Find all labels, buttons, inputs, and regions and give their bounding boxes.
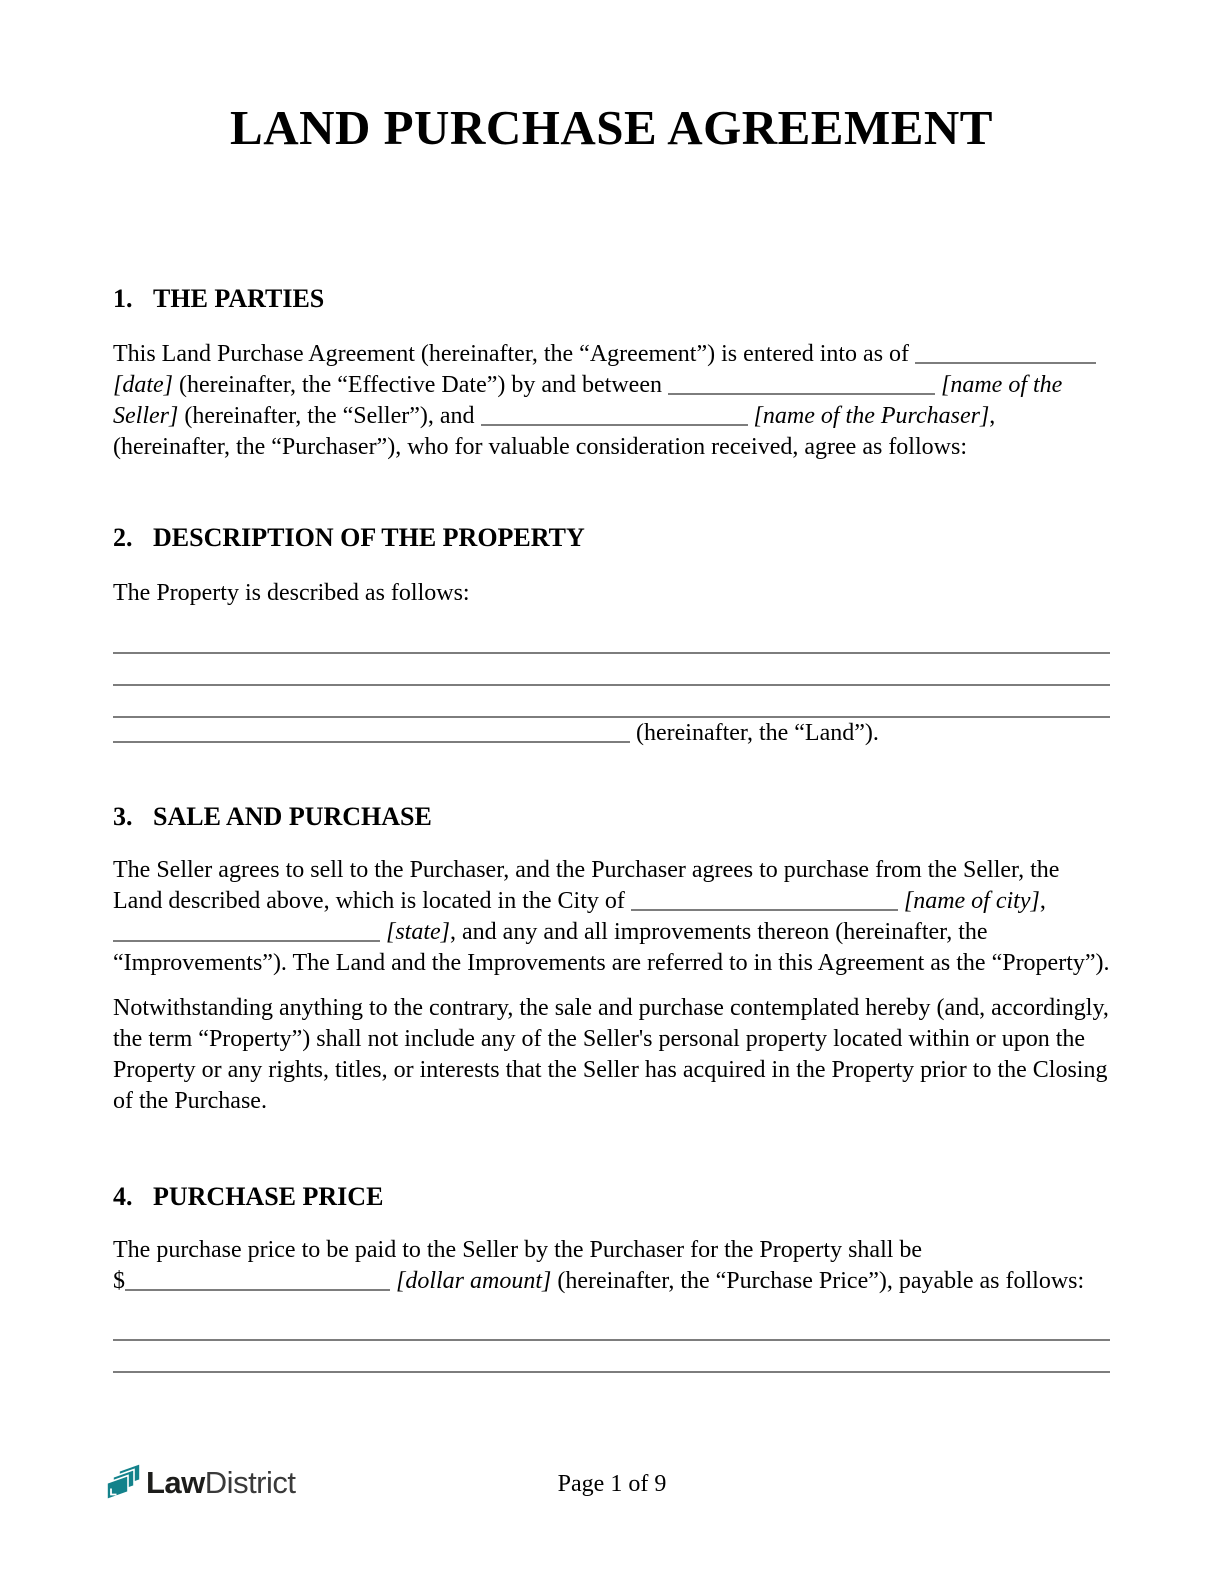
page-number: Page 1 of 9 [557, 1471, 667, 1497]
brand-law: Law [146, 1465, 205, 1500]
text-run: (hereinafter, the “Effective Date”) by and between [173, 372, 668, 398]
text-line [113, 1086, 1110, 1117]
fill-in-blank [631, 909, 898, 911]
text-line [113, 1055, 1110, 1086]
placeholder-text: [dollar amount] [396, 1268, 552, 1294]
blank-line [113, 654, 1110, 686]
fill-in-blank [113, 940, 380, 942]
section-heading-label: THE PARTIES [153, 284, 325, 313]
fill-in-blank [113, 741, 630, 743]
text-run: (hereinafter, the “Land”). [630, 720, 879, 746]
text-run: “Improvements”). The Land and the Improvements are referred to in this Agreement as the “Property”). [113, 950, 1110, 976]
text-run: (hereinafter, the “Purchase Price”), payable as follows: [551, 1268, 1085, 1294]
price-paragraph [113, 1235, 1110, 1297]
section-heading-label: DESCRIPTION OF THE PROPERTY [153, 523, 585, 552]
description-intro: The Property is described as follows: [113, 580, 470, 606]
text-line [113, 948, 1110, 979]
text-run: , [989, 403, 996, 429]
text-run: Property or any rights, titles, or interests that the Seller has acquired in the Property prior to the Closing [113, 1057, 1108, 1083]
text-line [113, 855, 1110, 886]
text-line [113, 886, 1110, 917]
section-number: 3. [113, 802, 133, 831]
text-run: Land described above, which is located in the City of [113, 888, 631, 914]
description-blank-lines [113, 622, 1110, 718]
blank-line [113, 1309, 1110, 1341]
text-line [113, 1024, 1110, 1055]
section-heading-label: SALE AND PURCHASE [153, 802, 432, 831]
fill-in-blank [668, 393, 935, 395]
parties-paragraph [113, 339, 1110, 463]
description-tail-line [113, 718, 1110, 749]
section-heading-the-parties [113, 283, 1110, 315]
text-line [113, 917, 1110, 948]
section-number: 2. [113, 523, 133, 552]
text-run: Notwithstanding anything to the contrary, the sale and purchase contemplated hereby (and, accordingly, [113, 995, 1109, 1021]
blank-line [113, 1341, 1110, 1373]
text-run: , and any and all improvements thereon (hereinafter, the [450, 919, 988, 945]
text-run: , [1039, 888, 1046, 914]
text-line [113, 1235, 1110, 1266]
price-blank-lines [113, 1309, 1110, 1373]
text-line [113, 432, 1110, 463]
blank-line [113, 686, 1110, 718]
text-run: of the Purchase. [113, 1088, 267, 1114]
section-heading-label: PURCHASE PRICE [153, 1182, 384, 1211]
section-heading-purchase-price [113, 1181, 1110, 1213]
section-number: 1. [113, 284, 133, 313]
text-line [113, 401, 1110, 432]
placeholder-text: [date] [113, 372, 173, 398]
placeholder-text: [name of city] [903, 888, 1040, 914]
sale-paragraph-2 [113, 993, 1110, 1117]
placeholder-text: Seller] [113, 403, 179, 429]
fill-in-blank [915, 362, 1096, 364]
text-run: the term “Property”) shall not include any of the Seller's personal property located within or upon the [113, 1026, 1086, 1052]
text-line [113, 339, 1110, 370]
section-heading-sale-and-purchase [113, 801, 1110, 833]
placeholder-text: [name of the [941, 372, 1063, 398]
sale-paragraph-1 [113, 855, 1110, 979]
text-line [113, 993, 1110, 1024]
document-title: LAND PURCHASE AGREEMENT [230, 100, 993, 155]
text-line [113, 718, 1110, 749]
text-run: $ [113, 1268, 125, 1294]
text-line [113, 370, 1110, 401]
brand-district: District [204, 1465, 296, 1500]
placeholder-text: [state] [386, 919, 451, 945]
text-run: (hereinafter, the “Seller”), and [178, 403, 481, 429]
section-heading-description [113, 522, 1110, 554]
text-run: This Land Purchase Agreement (hereinafter, the “Agreement”) is entered into as of [113, 341, 916, 367]
section-number: 4. [113, 1182, 133, 1211]
fill-in-blank [125, 1289, 390, 1291]
text-run: The purchase price to be paid to the Seller by the Purchaser for the Property shall be [113, 1237, 923, 1263]
fill-in-blank [481, 424, 748, 426]
text-run: (hereinafter, the “Purchaser”), who for valuable consideration received, agree as follows: [113, 434, 967, 460]
placeholder-text: [name of the Purchaser] [753, 403, 990, 429]
blank-line [113, 622, 1110, 654]
text-line [113, 1266, 1110, 1297]
text-run: The Seller agrees to sell to the Purchaser, and the Purchaser agrees to purchase from the Seller, the [113, 857, 1060, 883]
